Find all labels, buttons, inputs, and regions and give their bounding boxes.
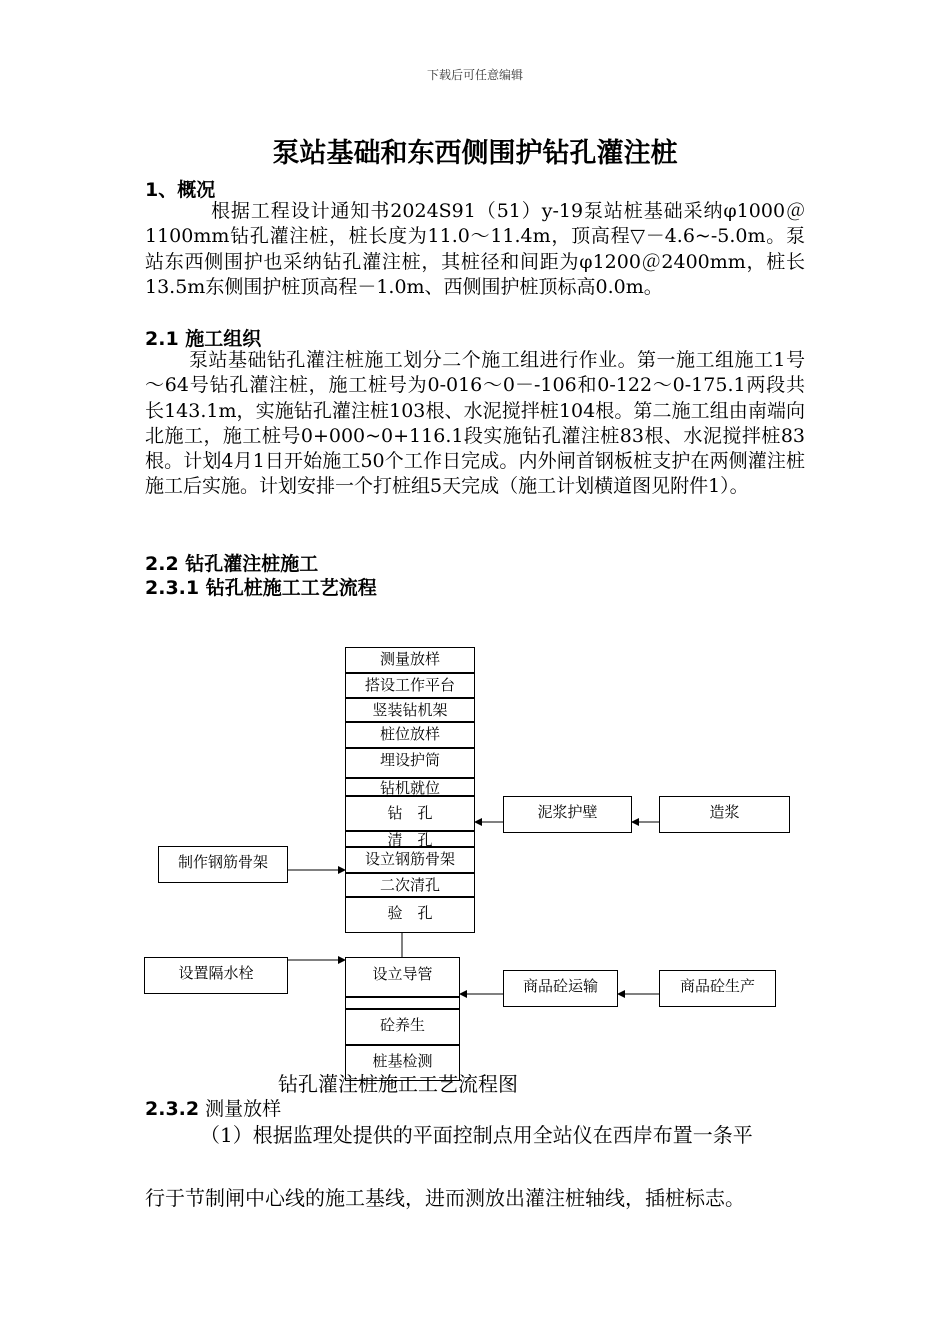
- document-title: 泵站基础和东西侧围护钻孔灌注桩: [272, 138, 678, 169]
- flow-box-make-mud: 造浆: [659, 796, 790, 833]
- flow-step-pile-layout: 桩位放样: [345, 722, 475, 748]
- flow-step-hole-inspection: 验 孔: [345, 897, 475, 933]
- section-1-heading: 1、概况: [145, 179, 216, 201]
- flow-box-concrete-production: 商品砼生产: [659, 970, 776, 1007]
- flow-box-mud-wall: 泥浆护壁: [503, 796, 632, 833]
- section-2-2-heading: 2.2 钻孔灌注桩施工: [145, 553, 319, 575]
- section-2-3-2-title: 测量放样: [205, 1098, 282, 1120]
- flow-step-platform: 搭设工作平台: [345, 673, 475, 698]
- flow-step-rig-frame: 竖装钻机架: [345, 698, 475, 722]
- flow-step-casing: 埋设护筒: [345, 748, 475, 778]
- section-2-3-2-number: 2.3.2: [145, 1098, 200, 1120]
- section-2-3-2-line-1: （1）根据监理处提供的平面控制点用全站仪在西岸布置一条平: [200, 1123, 753, 1147]
- flow-step-second-cleaning: 二次清孔: [345, 873, 475, 897]
- flow-step-survey: 测量放样: [345, 647, 475, 673]
- flow-step-hole-cleaning: 清 孔: [345, 831, 475, 847]
- section-2-1-heading: 2.1 施工组织: [145, 328, 262, 350]
- flow-step-pouring: [345, 997, 460, 1009]
- flow-step-drilling: 钻 孔: [345, 796, 475, 831]
- section-1-paragraph: 根据工程设计通知书2024S91（51）y-19泵站桩基础采纳φ1000＠1100mm钻孔灌注桩，桩长度为11.0～11.4m，顶高程▽－4.6~-5.0m。泵站东西侧围护也采纳钻孔灌注桩，其桩径和间距为φ1200＠2400mm，桩长13.5m东侧围护桩顶高程－1.0m、西侧围护桩顶标高0.0m。: [145, 200, 805, 298]
- flow-step-curing: 砼养生: [345, 1009, 460, 1045]
- flow-step-rig-position: 钻机就位: [345, 778, 475, 796]
- flow-step-pile-testing: 桩基检测: [345, 1045, 460, 1081]
- section-2-3-2-heading: [145, 1094, 281, 1121]
- section-2-1-paragraph: 泵站基础钻孔灌注桩施工划分二个施工组进行作业。第一施工组施工1号～64号钻孔灌注桩，施工桩号为0-016～0－-106和0-122～0-175.1两段共长143.1m，实施钻孔灌注桩103根、水泥搅拌桩104根。第二施工组由南端向北施工，施工桩号0+000~0+116.1段实施钻孔灌注桩83根、水泥搅拌桩83根。计划4月1日开始施工50个工作日完成。内外闸首钢板桩支护在两侧灌注桩施工后实施。计划安排一个打桩组5天完成（施工计划横道图见附件1）。: [145, 349, 805, 498]
- flow-step-rebar-cage: 设立钢筋骨架: [345, 847, 475, 873]
- header-note: 下载后可任意编辑: [426, 68, 523, 82]
- flow-box-concrete-transport: 商品砼运输: [503, 970, 618, 1007]
- flow-box-rebar-cage-making: 制作钢筋骨架: [158, 846, 288, 883]
- section-2-3-2-line-2: 行于节制闸中心线的施工基线，进而测放出灌注桩轴线，插桩标志。: [145, 1186, 745, 1210]
- flowchart-caption: 钻孔灌注桩施工工艺流程图: [278, 1072, 518, 1096]
- section-2-3-1-heading: 2.3.1 钻孔桩施工工艺流程: [145, 577, 377, 599]
- flow-step-conduit: 设立导管: [345, 957, 460, 997]
- flow-box-water-plug: 设置隔水栓: [144, 957, 288, 994]
